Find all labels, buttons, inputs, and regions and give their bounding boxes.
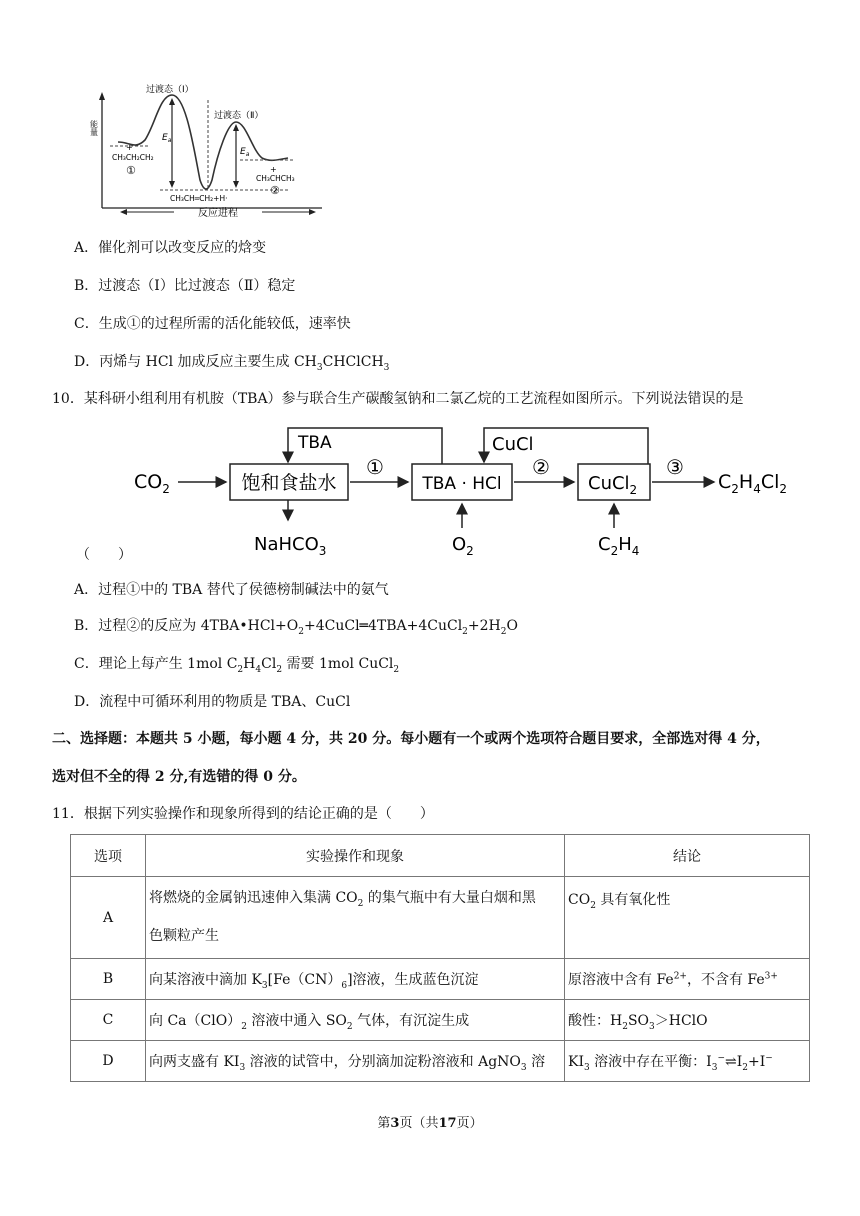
q10-option-a: A．过程①中的 TBA 替代了侯德榜制碱法中的氨气 [74,582,389,598]
ts1-label: 过渡态（Ⅰ） [146,85,194,95]
table-row [71,877,810,959]
flow-co2: $CO_2$ [134,471,170,496]
table-row [71,1000,810,1041]
q11-stem: 11．根据下列实验操作和现象所得到的结论正确的是（ ） [52,806,434,822]
q9-option-b: B．过渡态（Ⅰ）比过渡态（Ⅱ）稳定 [74,278,296,294]
ea1-arrow-head-icon [169,98,175,105]
box-cucl2-label: CuCl$_2$ [588,473,638,497]
left-arrow-icon [120,209,127,215]
reaction-progress-arrows [118,204,318,220]
flow-tba: TBA [298,433,332,453]
q10-paren: （ ） [76,547,132,563]
row-b-option: B [71,959,146,1000]
table-row [71,1041,810,1082]
ea2-arrow-head-icon [233,124,239,131]
step1-label: ① [366,455,384,479]
y-axis-label: 能量 [90,120,99,136]
left-plus: + [126,143,133,152]
flow-cucl: CuCl [492,434,534,455]
q10-option-c: C．理论上每产生 1mol $C_2H_4Cl_2$ 需要 1mol CuCl$_2$ [74,656,400,675]
q10-stem: 10．某科研小组利用有机胺（TBA）参与联合生产碳酸氢钠和二氯乙烷的工艺流程如图所示。下列说法错误的是 [52,391,744,407]
row-a-option: A [71,877,146,959]
right-circle: ② [270,184,280,197]
row-a-operation: 将燃烧的金属钠迅速伸入集满 $CO_2$ 的集气瓶中有大量白烟和黑 色颗粒产生 [146,877,565,959]
process-flow-diagram [120,422,810,562]
section2-line1: 二、选择题：本题共 5 小题，每小题 4 分，共 20 分。每小题有一个或两个选项符合题目要求，全部选对得 4 分， [52,731,770,747]
step2-label: ② [532,455,550,479]
ts2-label: 过渡态（Ⅱ） [214,111,264,121]
q11-table [70,834,810,1082]
q9-option-c: C．生成①的过程所需的活化能较低，速率快 [74,316,351,332]
row-b-conclusion: 原溶液中含有 $Fe^{2+}$，不含有 $Fe^{3+}$ [565,959,810,1000]
x-axis-label: 反应进程 [198,208,238,219]
row-c-conclusion: 酸性：$H_2SO_3>HClO$ [565,1000,810,1041]
table-header-conclusion: 结论 [565,835,810,877]
flow-nahco3: NaHCO$_3$ [254,534,327,558]
table-header-option: 选项 [71,835,146,877]
flow-o2: $O_2$ [452,534,474,558]
right-plus: + [270,165,277,174]
energy-profile-diagram [90,80,330,220]
row-d-option: D [71,1041,146,1082]
table-row [71,959,810,1000]
row-b-operation: 向某溶液中滴加 $K_3[Fe(CN)_6]$溶液，生成蓝色沉淀 [146,959,565,1000]
ea2-label: $E_a$ [240,147,250,158]
page-footer: 第3页（共17页） [377,1116,483,1131]
step3-label: ③ [666,455,684,479]
box-tba-hcl-label: TBA · HCl [422,474,502,494]
q9-option-a: A．催化剂可以改变反应的焓变 [74,240,267,256]
q10-option-b: B．过程②的反应为 $4TBA•HCl+O_2+4CuCl═4TBA+4CuCl_2+2H_2O$ [74,618,518,637]
left-circle: ① [126,164,136,177]
left-species: CH₃CH₂CH₂ [112,153,154,162]
box-brine-label: 饱和食盐水 [241,472,337,494]
right-species: CH₃CHCH₃ [256,174,295,183]
ea2-arrow-tail-icon [233,181,239,188]
flow-product: $C_2H_4Cl_2$ [718,471,788,496]
row-a-conclusion: $CO_2$ 具有氧化性 [565,877,810,959]
row-c-operation: 向 $Ca(ClO)_2$ 溶液中通入 $SO_2$ 气体，有沉淀生成 [146,1000,565,1041]
right-arrow-icon [309,209,316,215]
flow-c2h4: $C_2H_4$ [598,534,640,558]
row-d-conclusion: $KI_3$ 溶液中存在平衡：$I_3^-\rightleftharpoons I_2+I^-$ [565,1041,810,1082]
q9-option-d: D．丙烯与 HCl 加成反应主要生成 $CH_3CHClCH_3$ [74,354,390,373]
table-header-row [71,835,810,877]
row-d-operation: 向两支盛有 $KI_3$ 溶液的试管中，分别滴加淀粉溶液和 AgNO$_3$ 溶 [146,1041,565,1082]
ea1-label: $E_a$ [162,133,172,144]
bottom-species: CH₃CH═CH₂+H· [170,194,228,203]
table-header-operation: 实验操作和现象 [146,835,565,877]
reaction-progress-axis [118,204,318,220]
section2-line2: 选对但不全的得 2 分,有选错的得 0 分。 [52,769,306,785]
row-c-option: C [71,1000,146,1041]
y-axis-arrow-icon [99,92,105,100]
ea1-arrow-tail-icon [169,181,175,188]
q10-option-d: D．流程中可循环利用的物质是 TBA、CuCl [74,694,351,710]
